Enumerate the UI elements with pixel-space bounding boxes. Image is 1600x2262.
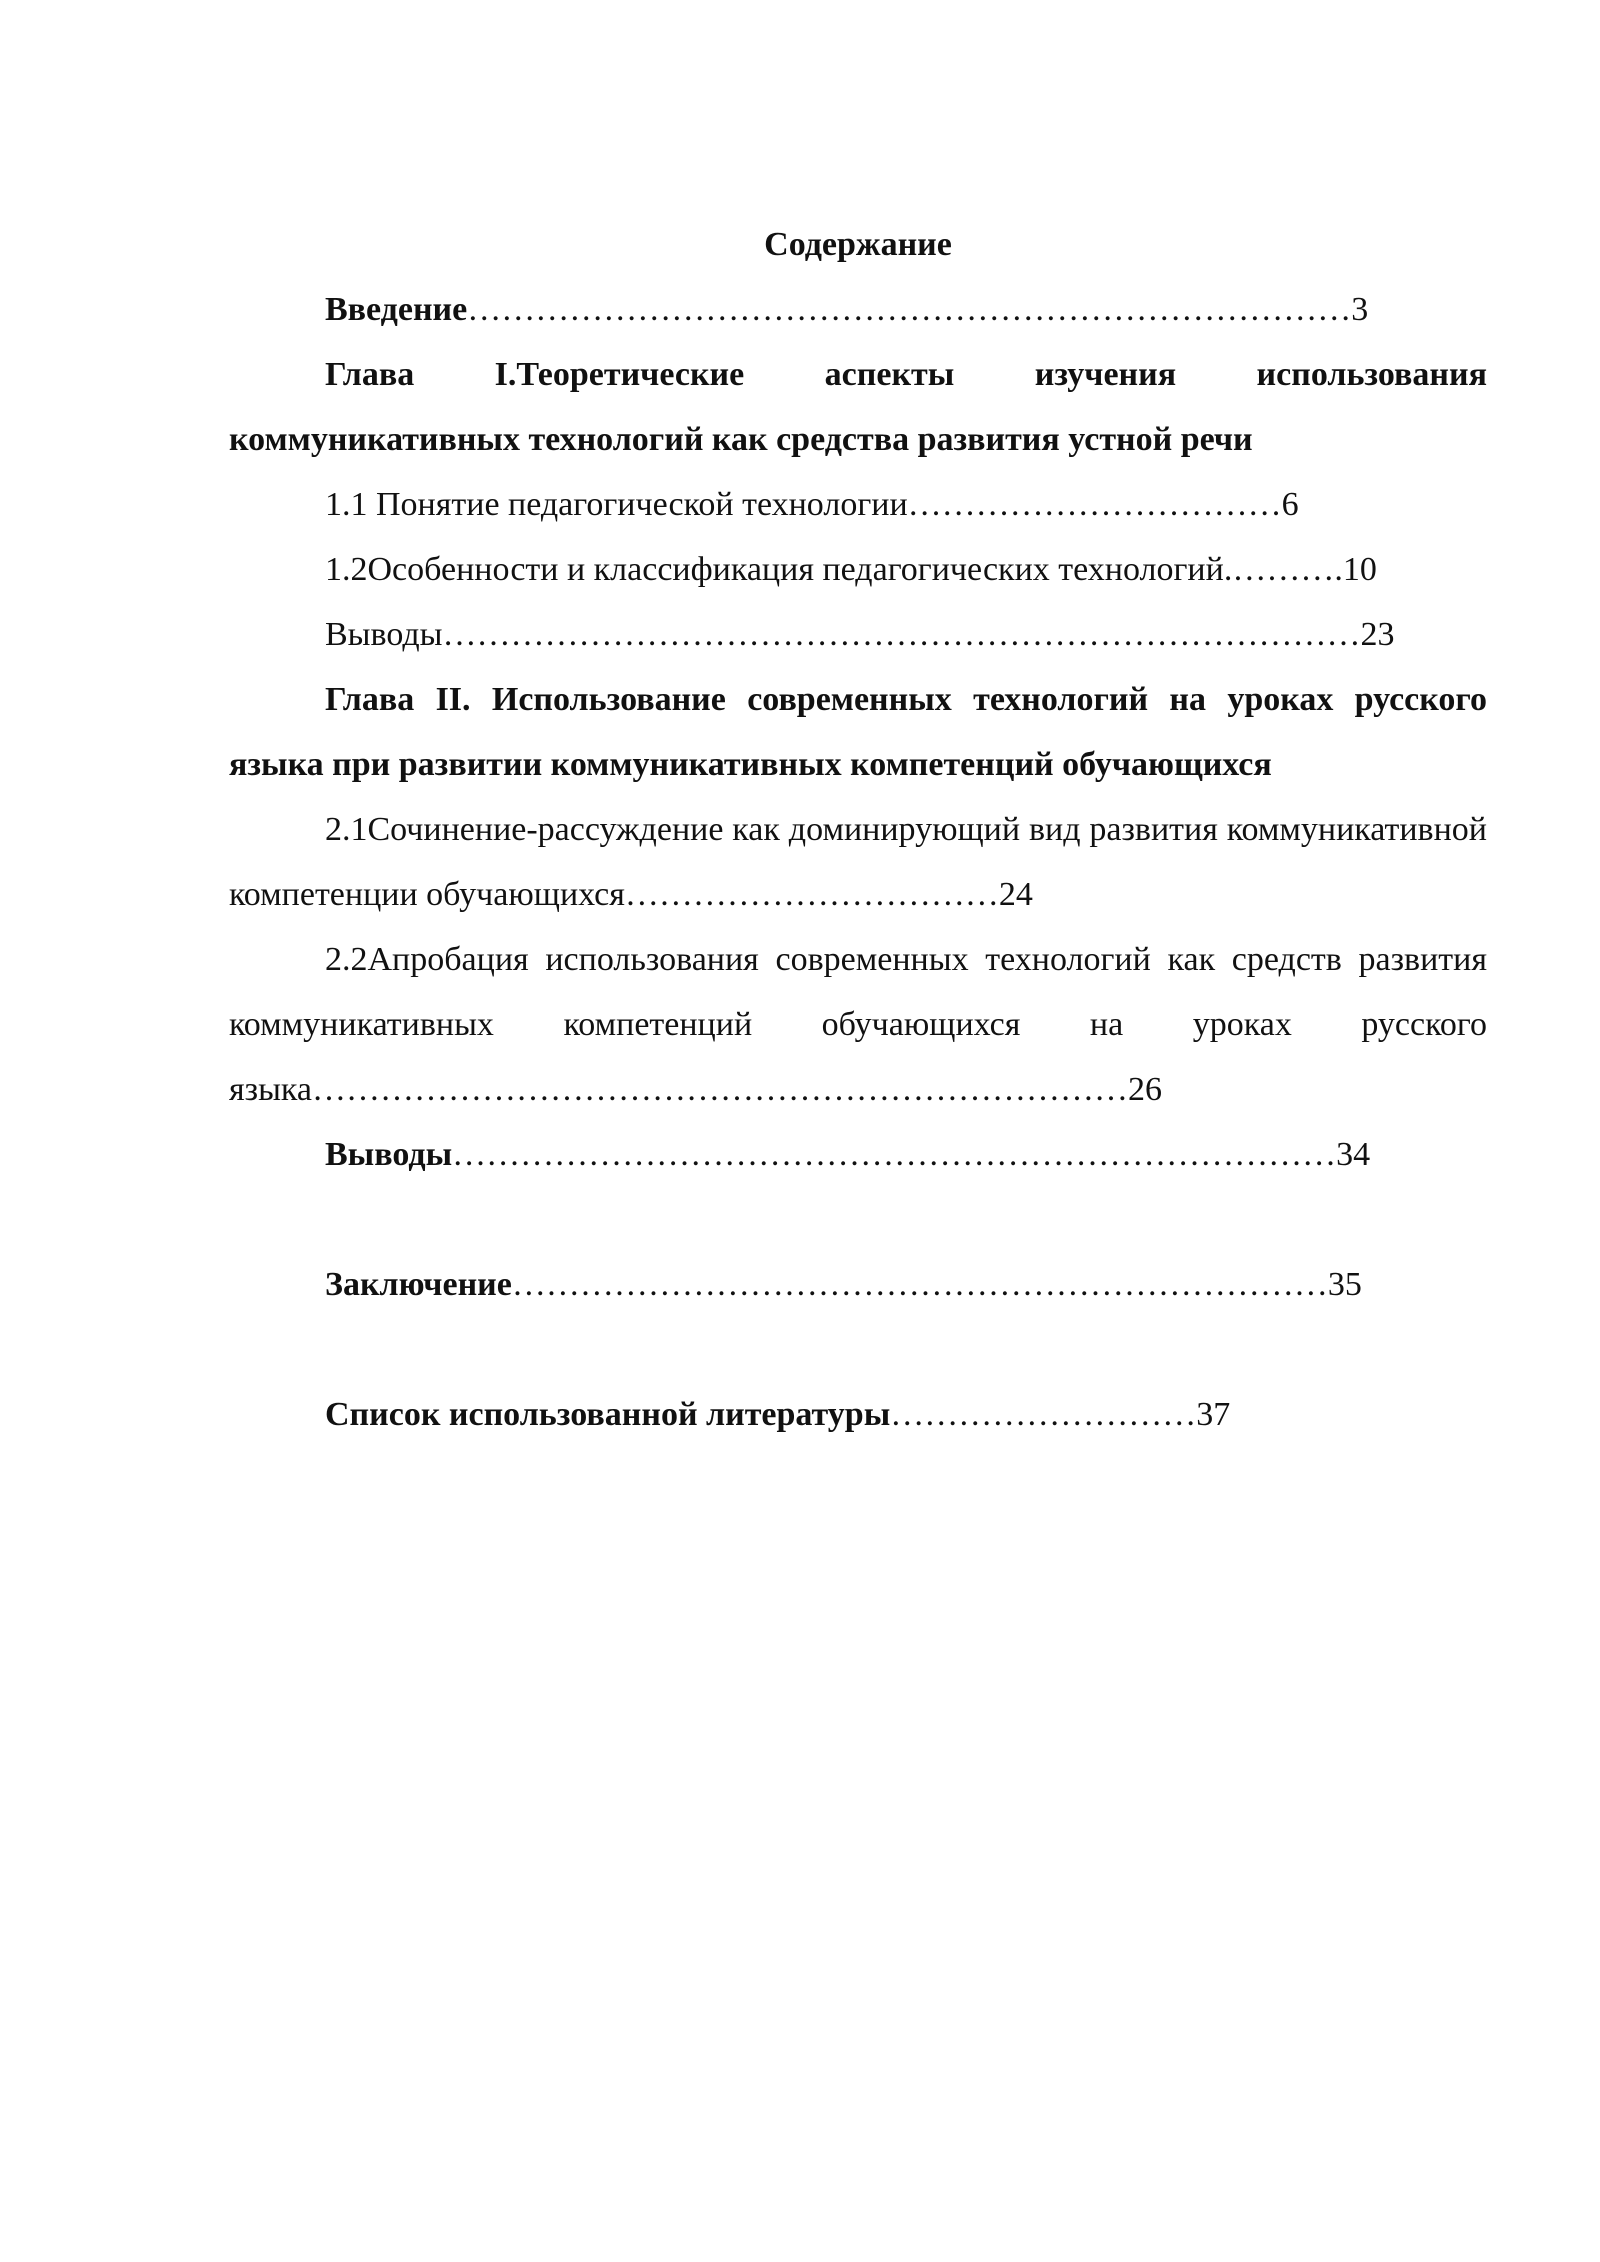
toc-entry-references — [229, 1382, 1487, 1447]
toc-leader-dots: ……………………………………………………………… — [511, 1266, 1328, 1303]
toc-entry-chapter-1-conclusions: Выводы………………………………………………………………………23 — [325, 616, 1395, 653]
toc-entry-label: Введение — [325, 291, 468, 328]
toc-entry-label: Список использованной литературы — [325, 1396, 891, 1433]
toc-entry-chapter-2-conclusions — [229, 1122, 1487, 1187]
toc-entry-conclusion — [229, 1252, 1487, 1317]
toc-entry-section-1-2: 1.2Особенности и классификация педагогических технологий.……….10 — [325, 551, 1377, 588]
toc-title: Содержание — [764, 226, 952, 263]
toc-entry-section-2-2: 2.2Апробация использования современных технологий как средств развития коммуникативных компетенций обучающихся на уроках русского языка………………………………………………………………26 — [229, 941, 1487, 1108]
toc-chapter-1-heading: Глава I.Теоретические аспекты изучения использования коммуникативных технологий как средства развития устной речи — [229, 356, 1487, 458]
table-of-contents — [229, 212, 1487, 1447]
toc-page-number: 3 — [1351, 291, 1369, 328]
toc-entry-label: Выводы — [325, 1136, 453, 1173]
toc-entry-introduction — [229, 277, 1487, 342]
toc-leader-dots: …………………………………………………………………… — [452, 1136, 1337, 1173]
toc-page-number: 34 — [1336, 1136, 1371, 1173]
toc-page-number: 35 — [1327, 1266, 1362, 1303]
toc-page-number: 37 — [1196, 1396, 1231, 1433]
toc-leader-dots: …………………………………………………………………… — [467, 291, 1352, 328]
toc-entry-label: Заключение — [325, 1266, 512, 1303]
toc-chapter-2-heading: Глава II. Использование современных технологий на уроках русского языка при развитии коммуникативных компетенций обучающихся — [229, 681, 1487, 783]
toc-entry-section-2-1: 2.1Сочинение-рассуждение как доминирующий вид развития коммуникативной компетенции обучающихся……………………………24 — [229, 811, 1487, 913]
toc-entry-section-1-1: 1.1 Понятие педагогической технологии……………………………6 — [325, 486, 1299, 523]
toc-leader-dots: ……………………… — [890, 1396, 1197, 1433]
